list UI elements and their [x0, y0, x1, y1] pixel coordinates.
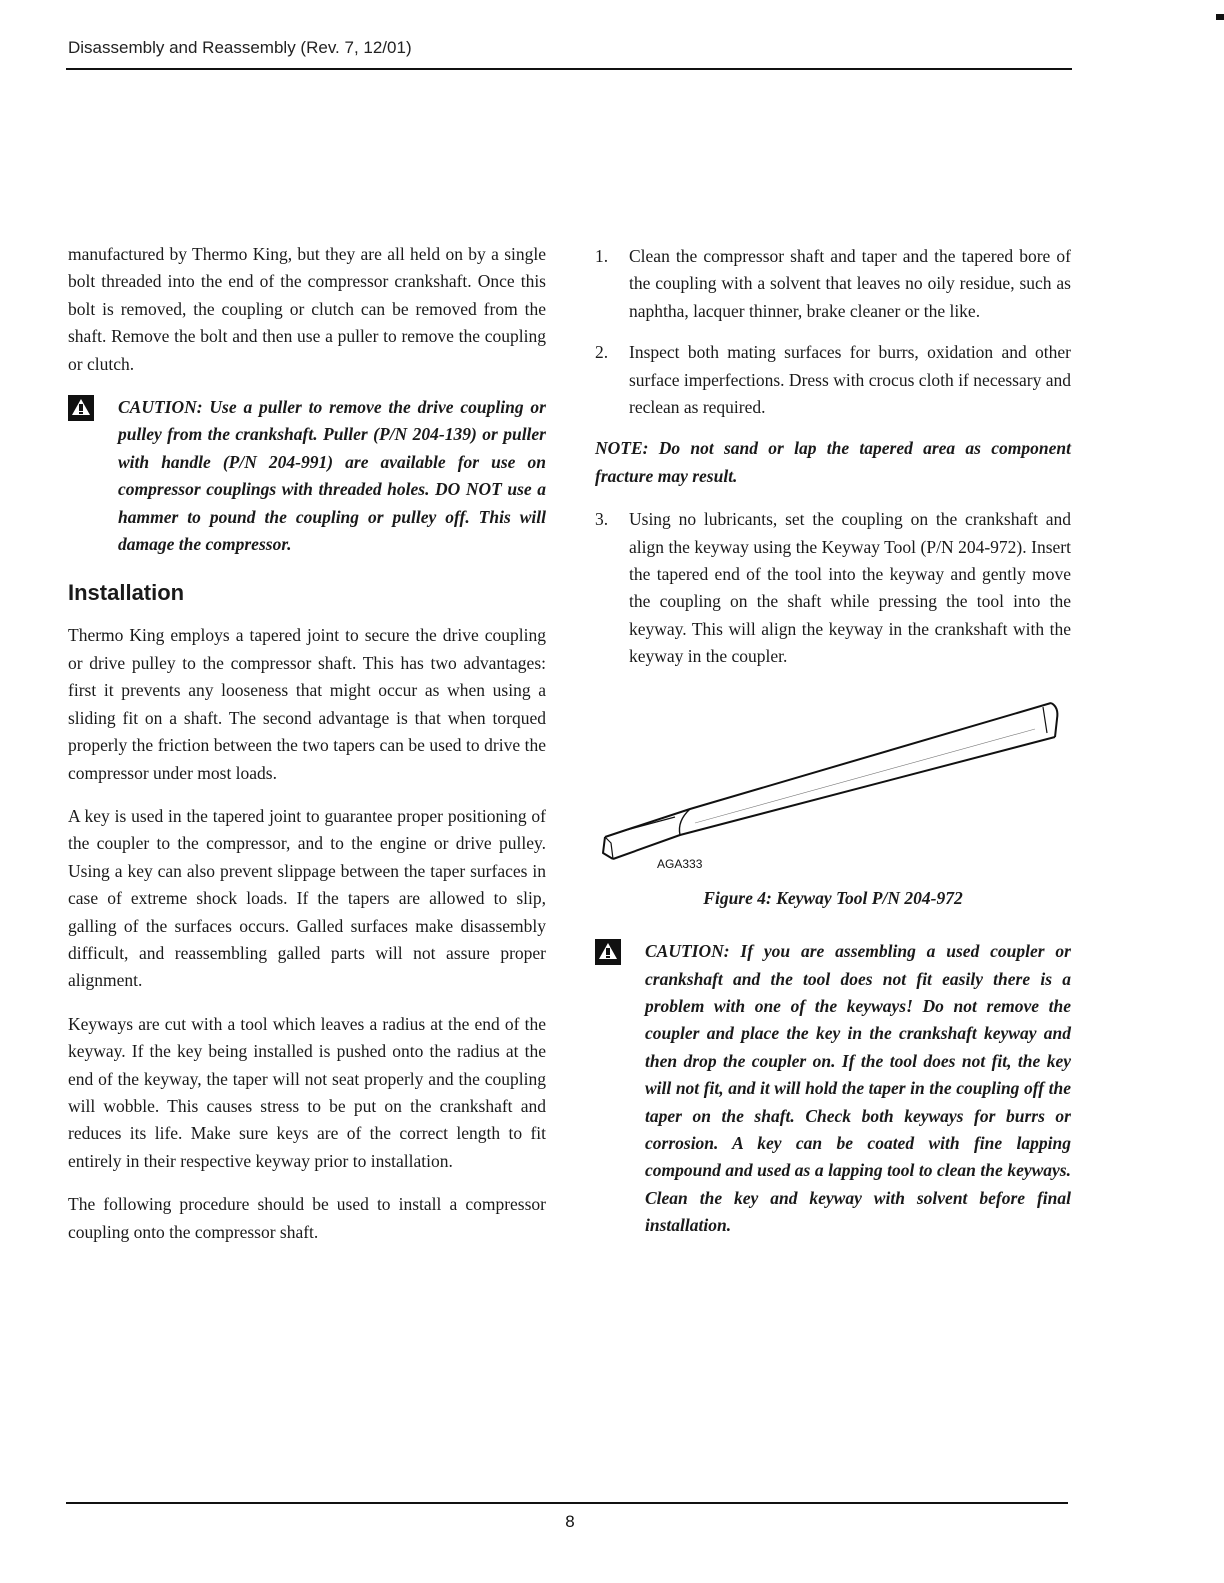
section-heading-installation: Installation — [68, 580, 185, 606]
scan-corner-mark — [1216, 14, 1224, 20]
right-column — [595, 243, 1071, 1260]
caution-text: CAUTION: Use a puller to remove the drive coupling or pulley from the crankshaft. Puller (P/N 204-139) or puller with handle (P/N 204-991) are available for use on compressor couplings with threaded holes. DO NOT use a hammer to pound the coupling or pulley off. This will damage the compressor. — [118, 397, 546, 555]
caution-block-puller — [68, 394, 546, 558]
step-text: Clean the compressor shaft and taper and the tapered bore of the coupling with a solvent that leaves no oily residue, such as naphtha, lacquer thinner, brake cleaner or the like. — [629, 246, 1071, 321]
key-paragraph: A key is used in the tapered joint to guarantee proper positioning of the coupler to the compressor, and to the engine or drive pulley. Using a key can also prevent slippage between the taper surfaces in case of extreme shock loads. If the tapers are allowed to slip, galling of the surfaces occurs. Galled surfaces make disassembly difficult, and reassembling galled parts will not assure proper alignment. — [68, 805, 546, 991]
warning-icon — [68, 395, 94, 421]
procedure-step — [595, 339, 1071, 421]
step-text: Using no lubricants, set the coupling on the crankshaft and align the keyway using the Keyway Tool (P/N 204-972). Insert the tapered end of the tool into the keyway and gently move the coupling on the shaft while pressing the tool into the keyway. This will align the keyway in the crankshaft with the keyway in the coupler. — [629, 509, 1071, 667]
left-column — [68, 241, 546, 1262]
footer-rule — [66, 1502, 1068, 1504]
procedure-step — [595, 506, 1071, 670]
procedure-intro-paragraph: The following procedure should be used to install a compressor coupling onto the compressor shaft. — [68, 1194, 546, 1242]
page-number: 8 — [565, 1512, 575, 1531]
keyway-tool-figure — [595, 685, 1071, 885]
step-number: 3. — [595, 509, 609, 530]
note-text: NOTE: Do not sand or lap the tapered area as component fracture may result. — [595, 438, 1071, 486]
figure-label: AGA333 — [657, 856, 703, 871]
intro-paragraph: manufactured by Thermo King, but they are all held on by a single bolt threaded into the end of the compressor crankshaft. Once this bolt is removed, the coupling or clutch can be removed from the shaft. Remove the bolt and then use a puller to remove the coupling or clutch. — [68, 244, 546, 374]
step-number: 1. — [595, 246, 609, 266]
step-text: Inspect both mating surfaces for burrs, oxidation and other surface imperfections. Dress with crocus cloth if necessary and reclean as required. — [629, 342, 1071, 418]
figure-caption: Figure 4: Keyway Tool P/N 204-972 — [703, 887, 963, 908]
warning-icon — [595, 939, 621, 965]
procedure-step — [595, 243, 1071, 325]
caution-block-keyway — [595, 938, 1071, 1239]
step-number: 2. — [595, 342, 609, 363]
header-rule — [66, 68, 1072, 70]
caution-text: CAUTION: If you are assembling a used coupler or crankshaft and the tool does not fit easily there is a problem with one of the keyways! Do not remove the coupler and place the key in the crankshaft keyway and then drop the coupler on. If the tool does not fit, the key will not fit, and it will hold the taper in the coupling off the taper on the shaft. Check both keyways for burrs or corrosion. A key can be coated with fine lapping compound and used as a lapping tool to clean the keyways. Clean the key and keyway with solvent before final installation. — [645, 941, 1071, 1236]
page-header: Disassembly and Reassembly (Rev. 7, 12/01) — [68, 38, 412, 57]
installation-paragraph: Thermo King employs a tapered joint to secure the drive coupling or drive pulley to the compressor shaft. This has two advantages: first it prevents any looseness that might occur as when using a sliding fit on a shaft. The second advantage is that when torqued properly the friction between the two tapers can be used to drive the compressor under most loads. — [68, 625, 546, 783]
keyway-paragraph: Keyways are cut with a tool which leaves a radius at the end of the keyway. If the key being installed is pushed onto the radius at the end of the keyway, the taper will not seat properly and the coupling will wobble. This causes stress to be put on the crankshaft and reduces its life. Make sure keys are of the correct length to fit entirely in their respective keyway prior to installation. — [68, 1013, 546, 1171]
